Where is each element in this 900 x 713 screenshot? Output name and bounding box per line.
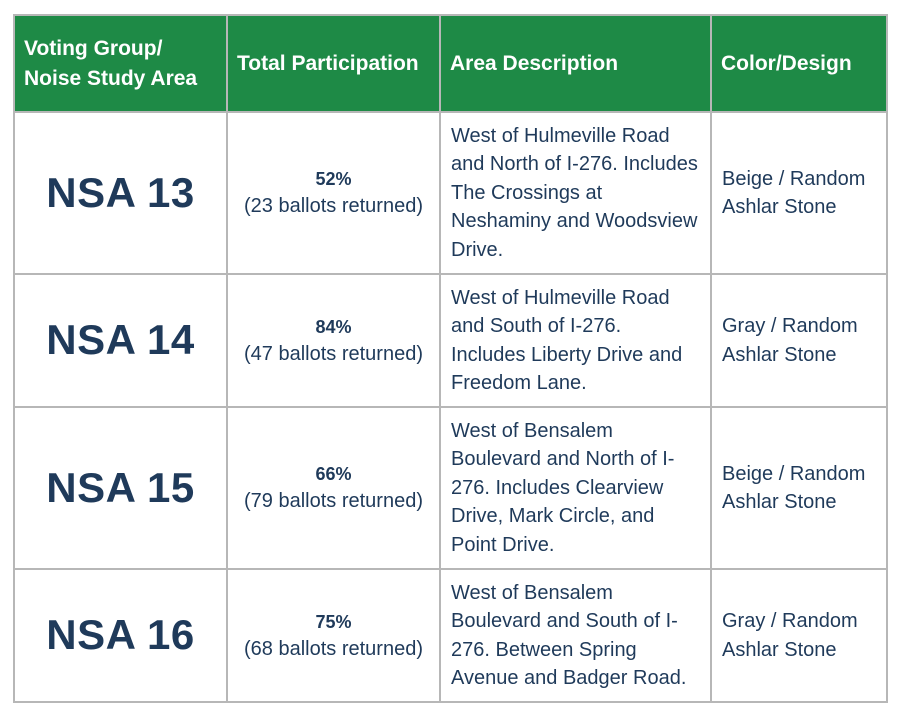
participation-cell — [227, 569, 440, 702]
area-description: West of Hulmeville Road and South of I-276. Includes Liberty Drive and Freedom Lane. — [451, 286, 683, 394]
header-voting-group-line2: Noise Study Area — [24, 66, 198, 90]
voting-results-table-wrapper — [13, 14, 888, 703]
nsa-label: NSA 16 — [14, 569, 227, 702]
area-description: West of Bensalem Boulevard and North of I-276. Includes Clearview Drive, Mark Circle, and Point Drive. — [451, 419, 675, 556]
participation-percent: 66% — [315, 464, 352, 484]
ballots-returned: (47 ballots returned) — [244, 342, 423, 365]
table-row — [14, 112, 887, 274]
voting-results-table — [13, 14, 888, 703]
ballots-returned: (23 ballots returned) — [244, 195, 423, 217]
header-total-participation: Total Participation — [227, 15, 440, 112]
color-design: Beige / Random Ashlar Stone — [722, 167, 866, 218]
color-design: Gray / Random Ashlar Stone — [722, 315, 858, 366]
participation-cell — [227, 274, 440, 407]
nsa-label: NSA 14 — [14, 274, 227, 407]
color-design: Gray / Random Ashlar Stone — [722, 610, 858, 661]
color-design-cell — [711, 274, 887, 407]
table-row — [14, 569, 887, 702]
participation-percent: 52% — [315, 169, 352, 189]
header-voting-group-line1: Voting Group/ — [24, 36, 163, 60]
table-header-row — [14, 15, 887, 112]
header-color-design: Color/Design — [711, 15, 887, 112]
nsa-label: NSA 15 — [14, 407, 227, 569]
participation-percent: 84% — [315, 316, 352, 337]
participation-cell — [227, 112, 440, 274]
table-row — [14, 407, 887, 569]
area-description: West of Bensalem Boulevard and South of I-276. Between Spring Avenue and Badger Road. — [451, 581, 687, 689]
color-design-cell — [711, 407, 887, 569]
color-design-cell — [711, 569, 887, 702]
header-area-description: Area Description — [440, 15, 711, 112]
table-row — [14, 274, 887, 407]
ballots-returned: (68 ballots returned) — [244, 637, 423, 660]
color-design: Beige / Random Ashlar Stone — [722, 462, 866, 513]
area-description-cell — [440, 274, 711, 407]
participation-percent: 75% — [315, 611, 352, 632]
area-description: West of Hulmeville Road and North of I-276. Includes The Crossings at Neshaminy and Woodsview Drive. — [451, 124, 698, 261]
nsa-label: NSA 13 — [14, 112, 227, 274]
area-description-cell — [440, 112, 711, 274]
header-voting-group — [14, 15, 227, 112]
area-description-cell — [440, 569, 711, 702]
ballots-returned: (79 ballots returned) — [244, 490, 423, 512]
area-description-cell — [440, 407, 711, 569]
color-design-cell — [711, 112, 887, 274]
participation-cell — [227, 407, 440, 569]
